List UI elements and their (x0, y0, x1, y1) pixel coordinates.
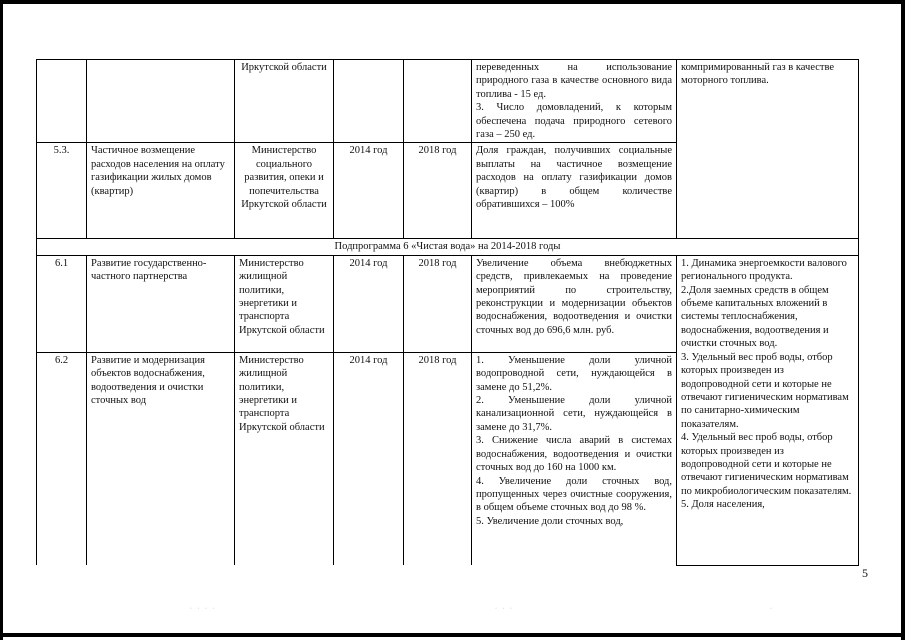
cell-result: 1. Уменьшение доли уличной водопроводной сети, нуждающейся в замене до 51,2%. 2. Уменьшение доли уличной канализационной сети, нуждающейся в замене до 31,7%. 3. Снижение числа аварий в системах водоснабжения, водоотведения и очистки сточных вод до 160 на 1000 км. 4. Увеличение доли сточных вод, пропущенных через очистные сооружения, в общем объеме сточных вод до 98 %. 5. Увеличение доли сточных вод, (472, 352, 677, 565)
cell-indicators: компримированный газ в качестве моторного топлива. (677, 60, 859, 239)
cell-org: Министерство жилищной политики, энергетики и транспорта Иркутской области (235, 352, 334, 565)
cell-num: 6.2 (37, 352, 87, 565)
cell-end (404, 60, 472, 143)
cell-num: 6.1 (37, 255, 87, 352)
table-row (37, 60, 859, 143)
subprogram-title: Подпрограмма 6 «Чистая вода» на 2014-2018 годы (37, 239, 859, 255)
cell-end: 2018 год (404, 143, 472, 239)
scan-noise: · (770, 606, 774, 612)
cell-start (334, 60, 404, 143)
cell-name: Развитие государственно-частного партнерства (87, 255, 235, 352)
page-right-border (901, 0, 905, 640)
page-top-border (0, 0, 905, 4)
cell-start: 2014 год (334, 255, 404, 352)
subprogram-row (37, 239, 859, 255)
cell-name (87, 60, 235, 143)
cell-end: 2018 год (404, 255, 472, 352)
program-measures-table (36, 59, 859, 566)
cell-name: Частичное возмещение расходов населения на оплату газификации жилых домов (квартир) (87, 143, 235, 239)
page-number: 5 (862, 566, 868, 580)
cell-end: 2018 год (404, 352, 472, 565)
scan-noise: · · · (495, 606, 514, 612)
cell-start: 2014 год (334, 352, 404, 565)
cell-result: Доля граждан, получивших социальные выплаты на частичное возмещение расходов на оплату газификации домов (квартир) в общем количестве обратившихся – 100% (472, 143, 677, 239)
cell-indicators: 1. Динамика энергоемкости валового регионального продукта. 2.Доля заемных средств в общем объеме капитальных вложений в системы теплоснабжения, водоснабжения, водоотведения и очистки сточных вод. 3. Удельный вес проб воды, отбор которых произведен из водопроводной сети и которые не отвечают гигиеническим нормативам по санитарно-химическим показателям. 4. Удельный вес проб воды, отбор которых произведен из водопроводной сети и которые не отвечают гигиеническим нормативам по микробиологическим показателям. 5. Доля населения, (677, 255, 859, 565)
page-bottom-border (0, 633, 905, 637)
cell-name: Развитие и модернизация объектов водоснабжения, водоотведения и очистки сточных вод (87, 352, 235, 565)
cell-result: Увеличение объема внебюджетных средств, привлекаемых на проведение мероприятий по строительству, реконструкции и модернизации объектов водоснабжения, водоотведения и очистки сточных вод до 696,6 млн. руб. (472, 255, 677, 352)
table-row (37, 255, 859, 352)
cell-org: Иркутской области (235, 60, 334, 143)
cell-org: Министерство социального развития, опеки и попечительства Иркутской области (235, 143, 334, 239)
cell-org: Министерство жилищной политики, энергетики и транспорта Иркутской области (235, 255, 334, 352)
cell-num: 5.3. (37, 143, 87, 239)
cell-start: 2014 год (334, 143, 404, 239)
cell-num (37, 60, 87, 143)
scan-noise: · · · · (190, 606, 217, 612)
page-left-border (0, 0, 3, 640)
cell-result: переведенных на использование природного газа в качестве основного вида топлива - 15 ед. 3. Число домовладений, к которым обеспечена подача природного сетевого газа – 250 ед. (472, 60, 677, 143)
